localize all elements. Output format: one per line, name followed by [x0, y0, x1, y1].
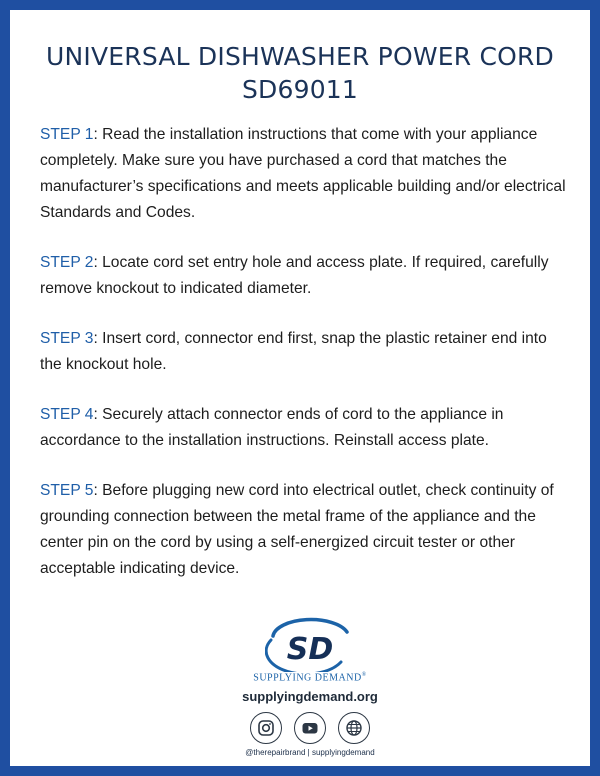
step-5: [40, 478, 572, 582]
step-4: [40, 402, 572, 454]
logo-monogram: SD: [286, 632, 334, 667]
globe-icon[interactable]: [338, 712, 370, 744]
step-2-label: STEP 2: [40, 254, 94, 271]
step-3-text: : Insert cord, connector end first, snap the plastic retainer end into the knockout hole.: [40, 330, 547, 373]
step-1: [40, 122, 572, 226]
step-1-label: STEP 1: [40, 126, 94, 143]
step-2-text: : Locate cord set entry hole and access plate. If required, carefully remove knockout to indicated diameter.: [40, 254, 549, 297]
brand-url[interactable]: supplyingdemand.org: [242, 689, 378, 705]
step-4-text: : Securely attach connector ends of cord to the appliance in accordance to the installation instructions. Reinstall access plate.: [40, 406, 504, 449]
page-title: [30, 40, 570, 106]
youtube-icon[interactable]: [294, 712, 326, 744]
title-line-1: UNIVERSAL DISHWASHER POWER CORD: [45, 42, 555, 71]
title-line-2: SD69011: [241, 75, 359, 104]
step-4-label: STEP 4: [40, 406, 94, 423]
step-3: [40, 326, 572, 378]
step-1-text: : Read the installation instructions that come with your appliance completely. Make sure you have purchased a cord that matches the manufacturer’s specifications and meets applicable building and/or electrical Standards and Codes.: [40, 126, 566, 221]
step-5-label: STEP 5: [40, 482, 94, 499]
social-handles: @therepairbrand | supplyingdemand: [245, 748, 375, 758]
brand-name: SUPPLYING DEMAND®: [253, 672, 367, 684]
step-5-text: : Before plugging new cord into electrical outlet, check continuity of grounding connection between the metal frame of the appliance and the center pin on the cord by using a self-energized circuit tester or other acceptable indicating device.: [40, 482, 554, 577]
instagram-icon[interactable]: [250, 712, 282, 744]
step-2: [40, 250, 572, 302]
supplying-demand-logo: [265, 616, 355, 672]
step-3-label: STEP 3: [40, 330, 94, 347]
steps-list: [40, 122, 572, 606]
social-icons-row: [10, 712, 600, 744]
brand-footer: [10, 616, 600, 757]
